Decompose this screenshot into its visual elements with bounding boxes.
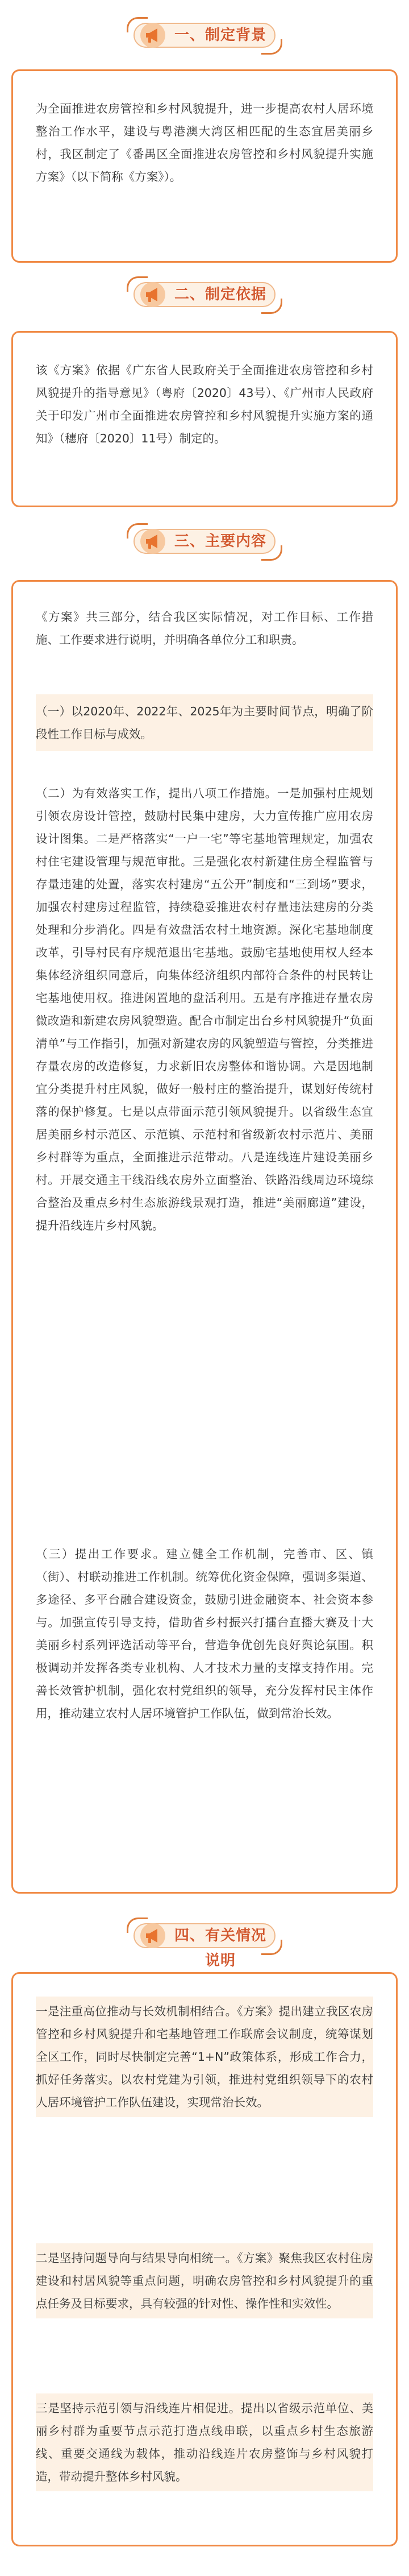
section-title: 四、有关情况说明 (174, 1927, 266, 1969)
heading-corner-decoration (261, 545, 282, 561)
section-title: 二、制定依据 (174, 286, 266, 303)
section-paragraph-highlight: 一是注重高位推动与长效机制相结合。《方案》提出建立我区农房管控和乡村风貌提升和宅基地管理工作联席会议制度，统筹谋划全区工作，同时尽快制定完善“1+N”政策体系，形成工作合力，抓好任务落实。以农村党建为引领，推进村党组织领导下的农村人居环境管护工作队伍建设，实现常治长效。 (36, 1997, 373, 2117)
heading-corner-decoration (261, 299, 282, 314)
megaphone-icon (139, 281, 166, 308)
section-paragraph: （三）提出工作要求。建立健全工作机制，完善市、区、镇（街）、村联动推进工作机制。统筹优化资金保障，强调多渠道、多途径、多平台融合建设资金，鼓励引进金融资本、社会资本参与。加强宣传引导支持，借助省乡村振兴打擂台直播大赛及十大美丽乡村系列评选活动等平台，营造争优创先良好舆论氛围。积极调动并发挥各类专业机构、人才技术力量的支撑支持作用。完善长效管护机制，强化农村党组织的领导，充分发挥村民主体作用，推动建立农村人居环境管护工作队伍，做到常治长效。 (36, 1547, 373, 1720)
section-1-heading (122, 17, 287, 55)
section-3-heading (122, 523, 287, 561)
section-paragraph-highlight: 三是坚持示范引领与沿线连片相促进。提出以省级示范单位、美丽乡村群为重要节点示范打造点线串联，以重点乡村生态旅游线、重要交通线为载体，推动沿线连片农房整饰与乡村风貌打造，带动提升整体乡村风貌。 (36, 2393, 373, 2491)
section-4-box (11, 1972, 398, 2546)
section-paragraph: （二）为有效落实工作，提出八项工作措施。一是加强村庄规划引领农房设计管控，鼓励村民集中建房，大力宣传推广应用农房设计图集。二是严格落实“一户一宅”等宅基地管理规定，加强农村住宅建设管理与规范审批。三是强化农村新建住房全程监管与存量违建的处置，落实农村建房“五公开”制度和“三到场”要求，加强农村建房过程监管，持续稳妥推进农村存量违法建房的分类处理和分步消化。四是有效盘活农村土地资源。深化宅基地制度改革，引导村民有序规范退出宅基地。鼓励宅基地使用权人经本集体经济组织同意后，向集体经济组织内部符合条件的村民转让宅基地使用权。推进闲置地的盘活利用。五是有序推进存量农房微改造和新建农房风貌塑造。配合市制定出台乡村风貌提升“负面清单”与工作指引，加强对新建农房的风貌塑造与管控，分类推进存量农房的改造修复，力求新旧农房整体和谐协调。六是因地制宜分类提升村庄风貌，做好一般村庄的整治提升，谋划好传统村落的保护修复。七是以点带面示范引领风貌提升。以省级生态宜居美丽乡村示范区、示范镇、示范村和省级新农村示范片、美丽乡村群等为重点，全面推进示范带动。八是连线连片建设美丽乡村。开展交通主干线沿线农房外立面整治、铁路沿线周边环境综合整治及重点乡村生态旅游线景观打造，推进“美丽廊道”建设，提升沿线连片乡村风貌。 (36, 786, 373, 1232)
heading-corner-decoration (261, 39, 282, 55)
section-paragraph: 为全面推进农房管控和乡村风貌提升，进一步提高农村人居环境整治工作水平，建设与粤港澳大湾区相匹配的生态宜居美丽乡村，我区制定了《番禺区全面推进农房管控和乡村风貌提升实施方案》（以下简称《方案》）。 (36, 102, 373, 184)
section-paragraph: 该《方案》依据《广东省人民政府关于全面推进农房管控和乡村风貌提升的指导意见》（粤府〔2020〕43号）、《广州市人民政府关于印发广州市全面推进农房管控和乡村风貌提升实施方案的通知》（穗府〔2020〕11号）制定的。 (36, 363, 373, 445)
section-3-box (11, 580, 398, 1894)
section-title: 一、制定背景 (174, 27, 266, 44)
section-4-heading (122, 1917, 287, 1969)
section-paragraph-highlight: （一）以2020年、2022年、2025年为主要时间节点，明确了阶段性工作目标与成效。 (36, 694, 373, 751)
megaphone-icon (139, 1922, 166, 1949)
megaphone-icon (139, 528, 166, 555)
section-2-box (11, 331, 398, 507)
megaphone-icon (139, 22, 166, 49)
section-2-heading (122, 276, 287, 314)
section-1-box (11, 69, 398, 263)
section-paragraph-highlight: 二是坚持问题导向与结果导向相统一。《方案》聚焦我区农村住房建设和村居风貌等重点问题，明确农房管控和乡村风貌提升的重点任务及目标要求，具有较强的针对性、操作性和实效性。 (36, 2243, 373, 2318)
heading-corner-decoration (261, 1940, 282, 1955)
section-title: 三、主要内容 (174, 533, 266, 550)
section-paragraph: 《方案》共三部分，结合我区实际情况，对工作目标、工作措施、工作要求进行说明，并明确各单位分工和职责。 (36, 610, 373, 647)
